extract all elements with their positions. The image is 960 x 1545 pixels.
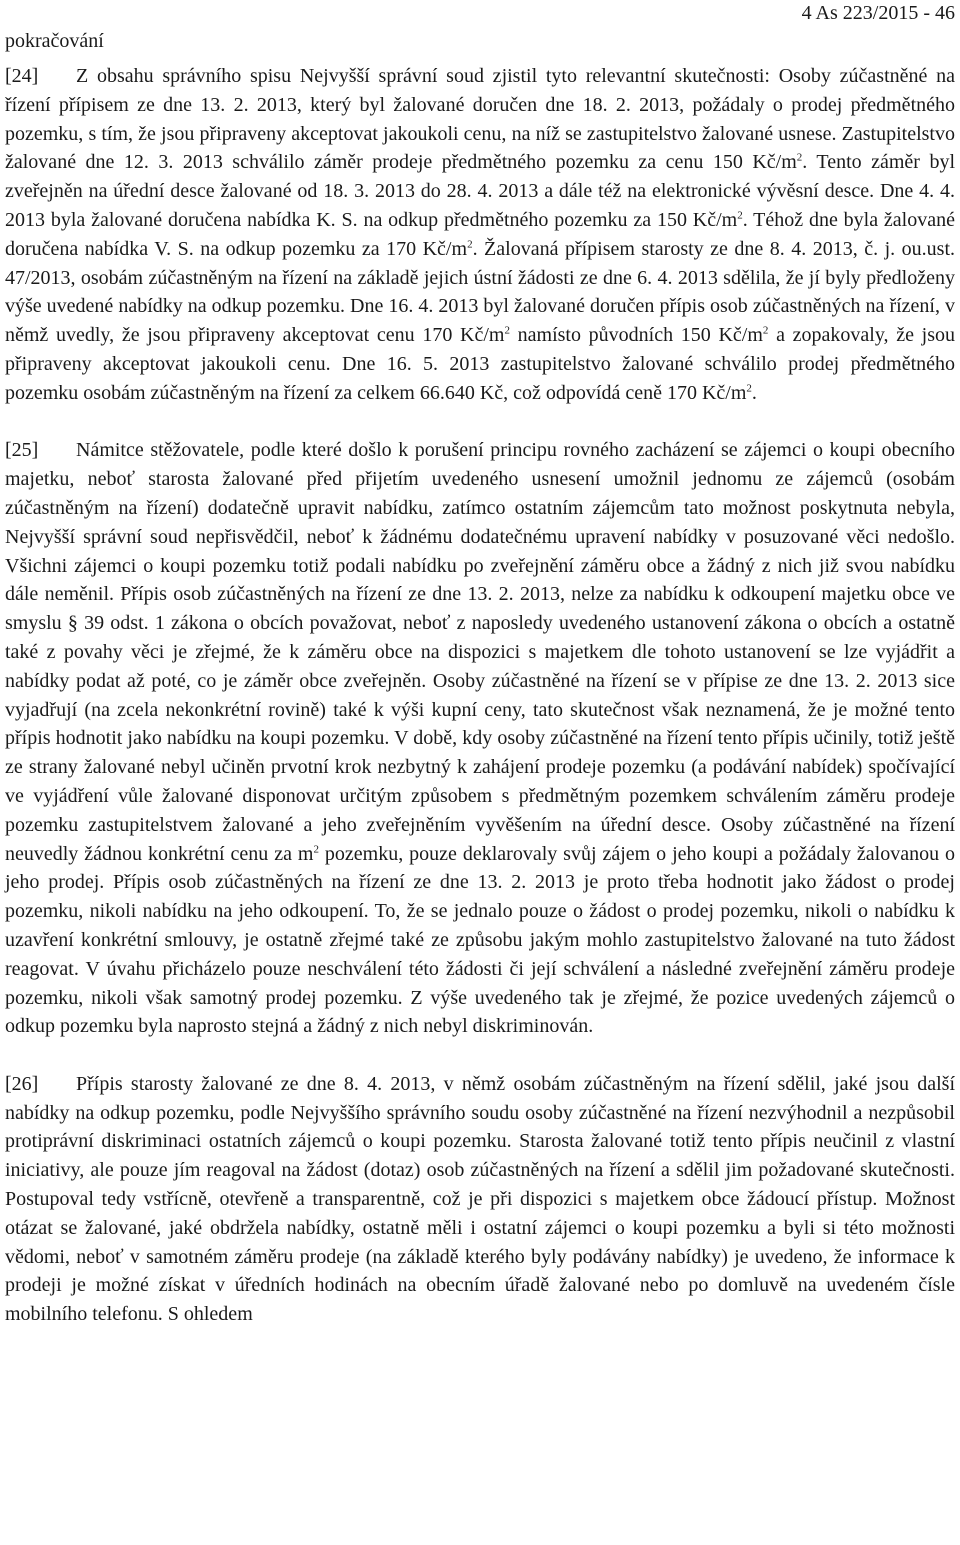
paragraph-text: . [751,381,757,404]
page-header [5,0,955,62]
paragraph-number: [25] [5,439,39,462]
document-page [5,0,955,1545]
paragraph-text: pozemku, pouze deklarovaly svůj zájem o jeho koupi a požádaly žalovanou o jeho prodej. Přípis osob zúčastněných na řízení ze dne 13. 2. 2013 je proto třeba hodnotit jako žádost o prodej pozemku, nikoli nabídku na jeho odkoupení. To, že se jednalo pouze o žádost o prodej pozemku, nikoli o nabídku k uzavření konkrétní smlouvy, je ostatně zřejmé také ze způsobu jakým mohlo zastupitelstvo žalované na tuto žádost reagovat. V úvahu přicházelo pouze neschválení této žádosti či její schválení a následné zveřejnění záměru prodeje pozemku, nikoli však samotný prodej pozemku. Z výše uvedeného tak je zřejmé, že pozice uvedených zájemců o odkup pozemku byla naprosto stejná a žádný z nich nebyl diskriminován. [5,842,956,1038]
superscript: 2 [504,324,510,337]
paragraph-text: a zopakovaly, že jsou připraveny akceptovat jakoukoli cenu. Dne 16. 5. 2013 zastupitelstvo žalované schválilo prodej předmětného pozemku osobám zúčastněným na řízení za celkem 66.640 Kč, což odpovídá ceně 170 Kč/m [5,324,956,404]
paragraph-text: . Žalovaná přípisem starosty ze dne 8. 4. 2013, č. j. ou.ust. 47/2013, osobám zúčastněným na řízení na základě jejich ústní žádosti ze dne 6. 4. 2013 sdělila, že jí byly předloženy výše uvedené nabídky na odkup pozemku. Dne 16. 4. 2013 byl žalované doručen přípis osob zúčastněných na řízení, v němž uvedly, že jsou připraveny akceptovat cenu 170 Kč/m [5,237,956,347]
case-number: 4 As 223/2015 - 46 [801,2,955,24]
paragraph-text: . Téhož dne byla žalované doručena nabídka V. S. na odkup pozemku za 170 Kč/m [5,208,955,260]
paragraph-25 [5,436,955,1041]
paragraph-text: . Tento záměr byl zveřejněn na úřední desce žalované od 18. 3. 2013 do 28. 4. 2013 a dále též na elektronické vývěsní desce. Dne 4. 4. 2013 byla žalované doručena nabídka K. S. na odkup předmětného pozemku za 150 Kč/m [5,151,955,231]
superscript: 2 [796,151,803,164]
paragraph-number: [24] [5,65,39,87]
superscript: 2 [313,842,319,855]
paragraph-text: Přípis starosty žalované ze dne 8. 4. 2013, v němž osobám zúčastněným na řízení sdělil, jaké jsou další nabídky na odkup pozemku, podle Nejvyššího správního soudu osoby zúčastněné na řízení nezvýhodnil a nezpůsobil protiprávní diskriminaci ostatních zájemců o koupi pozemku. Starosta žalované totiž tento přípis neučinil z vlastní iniciativy, ale pouze jím reagoval na žádost (dotaz) osob zúčastněných na řízení a sdělil jim požadované skutečnosti. Postupoval tedy vstřícně, otevřeně a transparentně, což je při dispozici s majetkem obce žádoucí přístup. Možnost otázat se žalované, jaké obdržela nabídky, ostatně měli i ostatní zájemci o koupi pozemku a byli si této možnosti vědomi, neboť v samotném záměru prodeje (na základě kterého byly podávány nabídky) je uvedeno, že informace k prodeji je možné získat v úředních hodinách na obecním úřadě žalované nebo po domluvě na uvedeném čísle mobilního telefonu. S ohledem [5,1072,955,1326]
superscript: 2 [737,209,743,222]
paragraph-24 [5,62,955,408]
paragraph-text: Námitce stěžovatele, podle které došlo k porušení principu rovného zacházení se zájemci o koupi obecního majetku, neboť starosta žalované před přijetím uvedeného usnesení umožnil jednomu ze zájemců (osobám zúčastněným na řízení) dodatečně upravit nabídku, zatímco ostatním zájemcům tato možnost poskytnuta nebyla, Nejvyšší správní soud nepřisvědčil, neboť k žádnému dodatečnému upravení nabídky v posuzované věci nedošlo. Všichni zájemci o koupi pozemku totiž podali nabídku po zveřejnění záměru obce a žádný z nich již svou nabídku dále neměnil. Přípis osob zúčastněných na řízení ze dne 13. 2. 2013, nelze za nabídku k odkoupení majetku obce ve smyslu § 39 odst. 1 zákona o obcích považovat, neboť z naposledy uvedeného ustanovení zákona o obcích a ostatně také z povahy věci je zřejmé, že k záměru obce na dispozici s majetkem dle tohoto ustanovení se lze vyjádřit a nabídky podat až poté, co je záměr obce zveřejněn. Osoby zúčastněné na řízení se v přípise ze dne 13. 2. 2013 sice vyjadřují (na zcela nekonkrétní rovině) také k výši kupní ceny, tato skutečnost však neznamená, že je možné tento přípis hodnotit jako nabídku na koupi pozemku. V době, kdy osoby zúčastněné na řízení tento přípis učinily, totiž ještě ze strany žalované nebyl učiněn prvotní krok nezbytný k zahájení prodeje pozemku (a podávání nabídek) spočívající ve vyjádření vůle žalované disponovat určitým způsobem s předmětným pozemkem schválením záměru prodeje pozemku zastupitelstvem žalované a jeho zveřejněním vyvěšením na úřední desce. Osoby zúčastněné na řízení neuvedly žádnou konkrétní cenu za m [5,439,955,865]
superscript: 2 [746,382,752,395]
paragraph-26 [5,1070,955,1329]
paragraph-text: namísto původních 150 Kč/m [509,324,763,347]
superscript: 2 [762,324,769,337]
paragraph-text: Z obsahu správního spisu Nejvyšší správní soud zjistil tyto relevantní skutečnosti: Osoby zúčastněné na řízení přípisem ze dne 13. 2. 2013, který byl žalované doručen dne 18. 2. 2013, požádaly o prodej předmětného pozemku, s tím, že jsou připraveny akceptovat jakoukoli cenu, na níž se zastupitelstvo žalované usnese. Zastupitelstvo žalované dne 12. 3. 2013 schválilo záměr prodeje předmětného pozemku za cenu 150 Kč/m [5,65,955,174]
superscript: 2 [467,238,473,251]
paragraph-number: [26] [5,1072,39,1095]
continuation-label: pokračování [5,30,104,52]
